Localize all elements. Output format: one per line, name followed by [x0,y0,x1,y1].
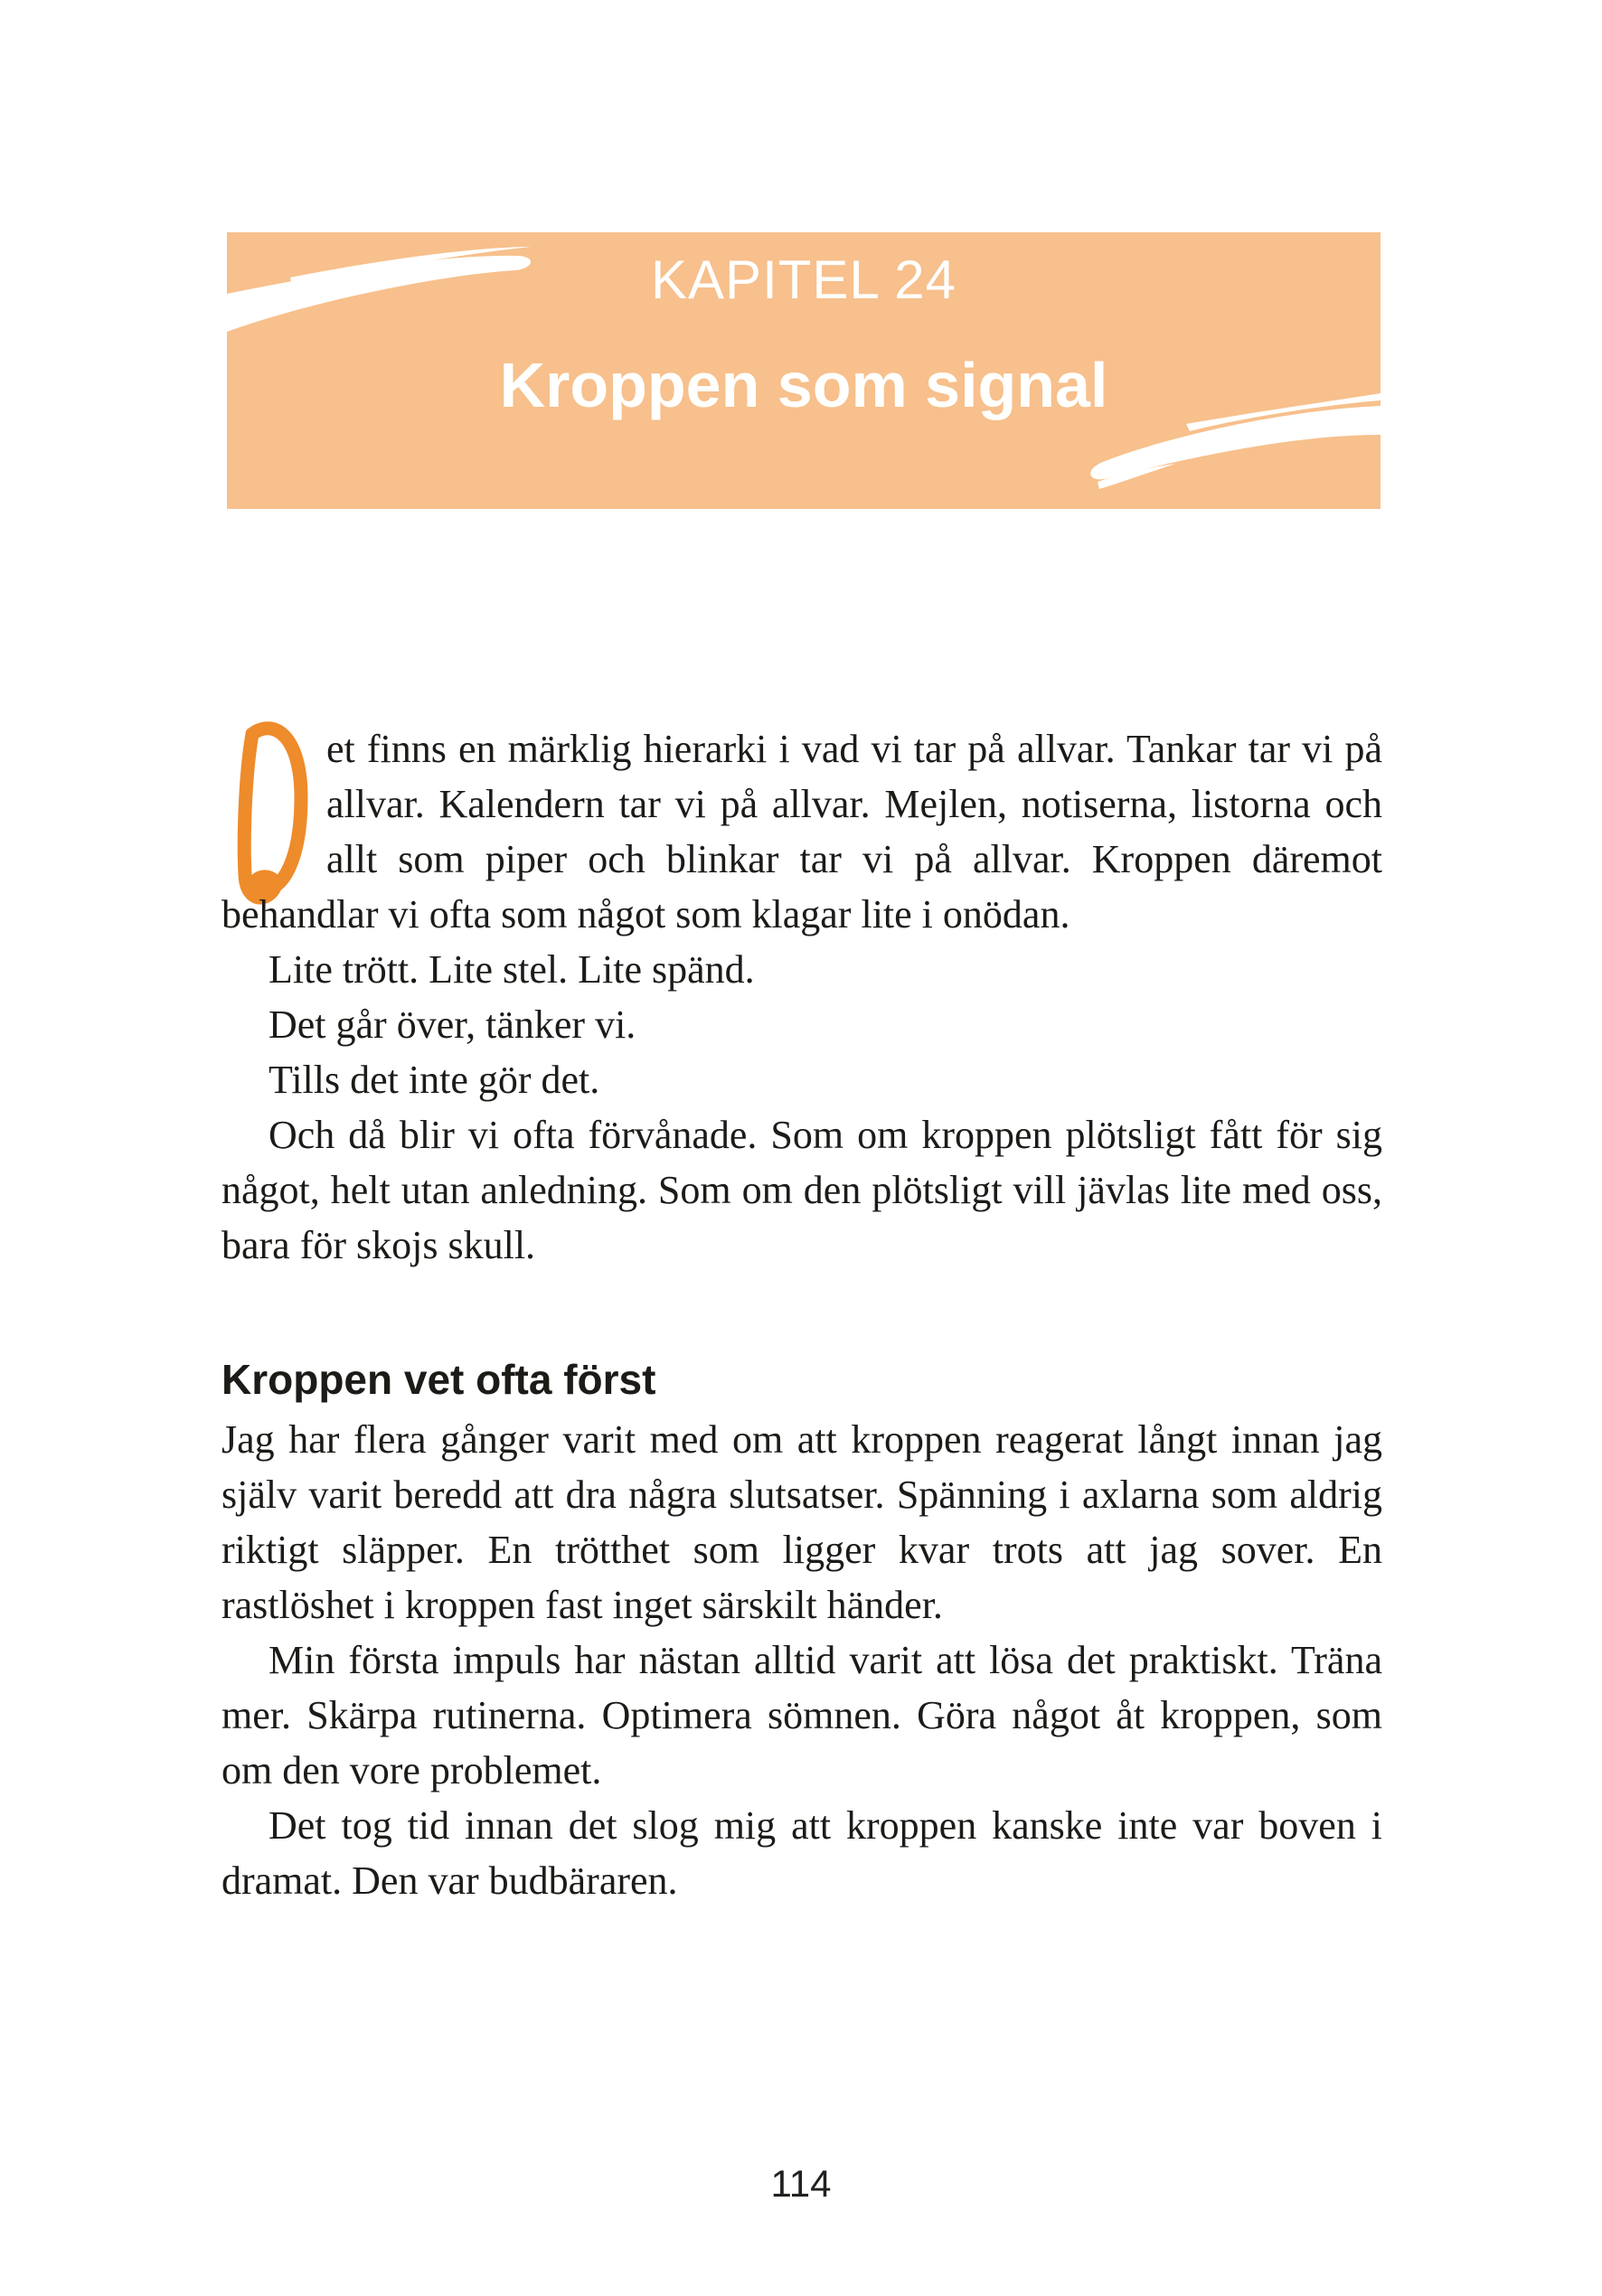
page-number: 114 [770,2162,832,2205]
chapter-banner [227,232,1381,509]
body-paragraph: Och då blir vi ofta förvånade. Som om kroppen plötsligt fått för sig något, helt utan anledning. Som om den plötsligt vill jävlas lite med oss, bara för skojs skull. [221,1113,1382,1267]
dropcap-letter-d-icon [221,721,312,887]
body-paragraph: Lite trött. Lite stel. Lite spänd. [269,947,755,992]
body-paragraph: Min första impuls har nästan alltid varit att lösa det praktiskt. Träna mer. Skärpa rutinerna. Optimera sömnen. Göra något åt kroppen, som om den vore problemet. [221,1638,1382,1793]
body-text [221,721,1382,1908]
chapter-number: KAPITEL 24 [651,249,956,310]
chapter-title: Kroppen som signal [499,350,1108,420]
opening-paragraph [221,721,1382,942]
body-paragraph: Jag har flera gånger varit med om att kroppen reagerat långt innan jag själv varit beredd att dra några slutsatser. Spänning i axlarna som aldrig riktigt släpper. En trötthet som ligger kvar trots att jag sover. En rastlöshet i kroppen fast inget särskilt händer. [221,1417,1382,1627]
body-paragraph: Det går över, tänker vi. [269,1002,636,1047]
brush-stroke-icon [1078,384,1381,502]
opening-paragraph-text: et finns en märklig hierarki i vad vi tar på allvar. Tankar tar vi på allvar. Kalendern tar vi på allvar. Mejlen, notiserna, listorna och allt som piper och blinkar tar vi på allvar. Kroppen däremot behandlar vi ofta som något som klagar lite i onödan. [221,727,1382,936]
body-paragraph: Det tog tid innan det slog mig att kroppen kanske inte var boven i dramat. Den var budbäraren. [221,1803,1382,1903]
section-heading: Kroppen vet ofta först [221,1356,656,1403]
body-paragraph: Tills det inte gör det. [269,1058,600,1102]
brush-stroke-icon [227,238,539,355]
